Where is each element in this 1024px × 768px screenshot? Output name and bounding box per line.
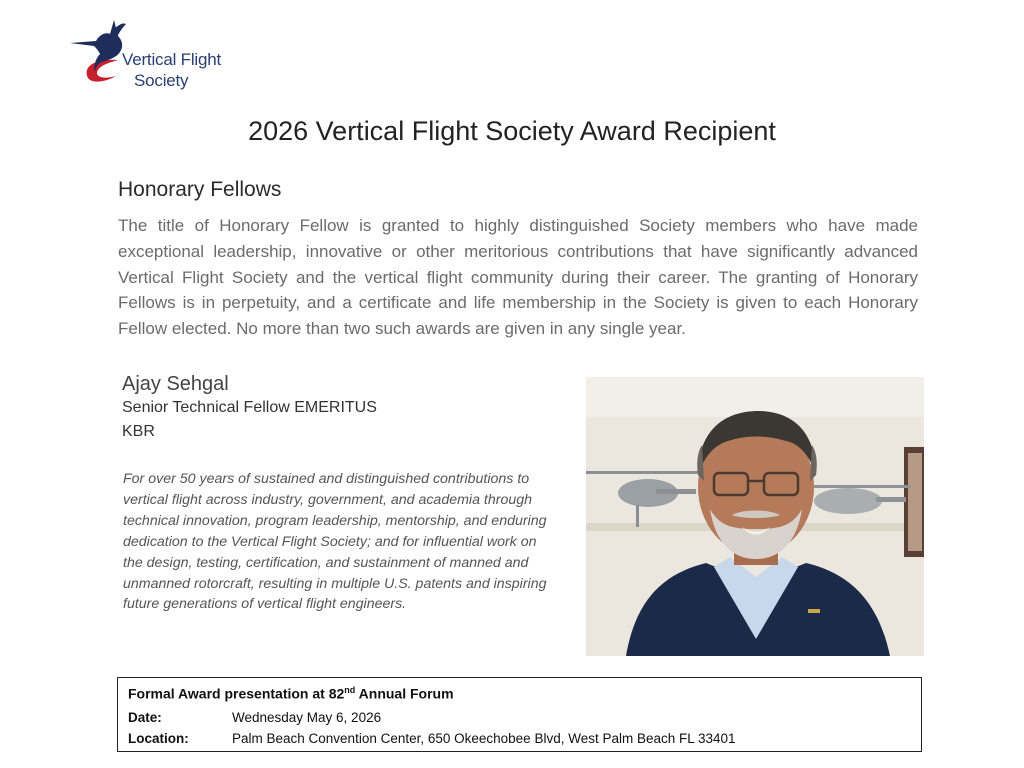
page-title: 2026 Vertical Flight Society Award Recipient [248, 116, 776, 146]
intro-paragraph: The title of Honorary Fellow is granted to highly distinguished Society members who have made exceptional leadership, innovative or other meritorious contributions that have significantly advanced Vertical Flight Society and the vertical flight community during their career. The granting of Honorary Fellows is in perpetuity, and a certificate and life membership in the Society is given to each Honorary Fellow elected. No more than two such awards are given in any single year. [118, 216, 918, 339]
award-citation: For over 50 years of sustained and distinguished contributions to vertical flight across industry, government, and academia through technical innovation, program leadership, mentorship, and enduring dedication to the Vertical Flight Society; and for influential work on the design, testing, certification, and sustainment of manned and unmanned rotorcraft, resulting in multiple U.S. patents and inspiring future generations of vertical flight engineers. [123, 471, 547, 613]
vfs-logo[interactable] [66, 12, 246, 102]
event-details-box [117, 677, 922, 752]
section-heading: Honorary Fellows [118, 178, 282, 201]
brand-name-line2: Society [134, 71, 189, 90]
recipient-organization: KBR [122, 423, 155, 440]
date-value: Wednesday May 6, 2026 [232, 710, 382, 725]
event-date-row [128, 710, 381, 725]
date-label: Date: [128, 710, 162, 725]
brand-name-line1: Vertical Flight [122, 50, 222, 69]
location-label: Location: [128, 731, 189, 746]
event-location-row [128, 731, 736, 746]
location-value: Palm Beach Convention Center, 650 Okeechobee Blvd, West Palm Beach FL 33401 [232, 731, 736, 746]
recipient-name: Ajay Sehgal [122, 373, 229, 395]
event-title: Formal Award presentation at 82nd Annual Forum [128, 685, 454, 702]
recipient-photo [586, 377, 924, 656]
recipient-title: Senior Technical Fellow EMERITUS [122, 399, 377, 416]
